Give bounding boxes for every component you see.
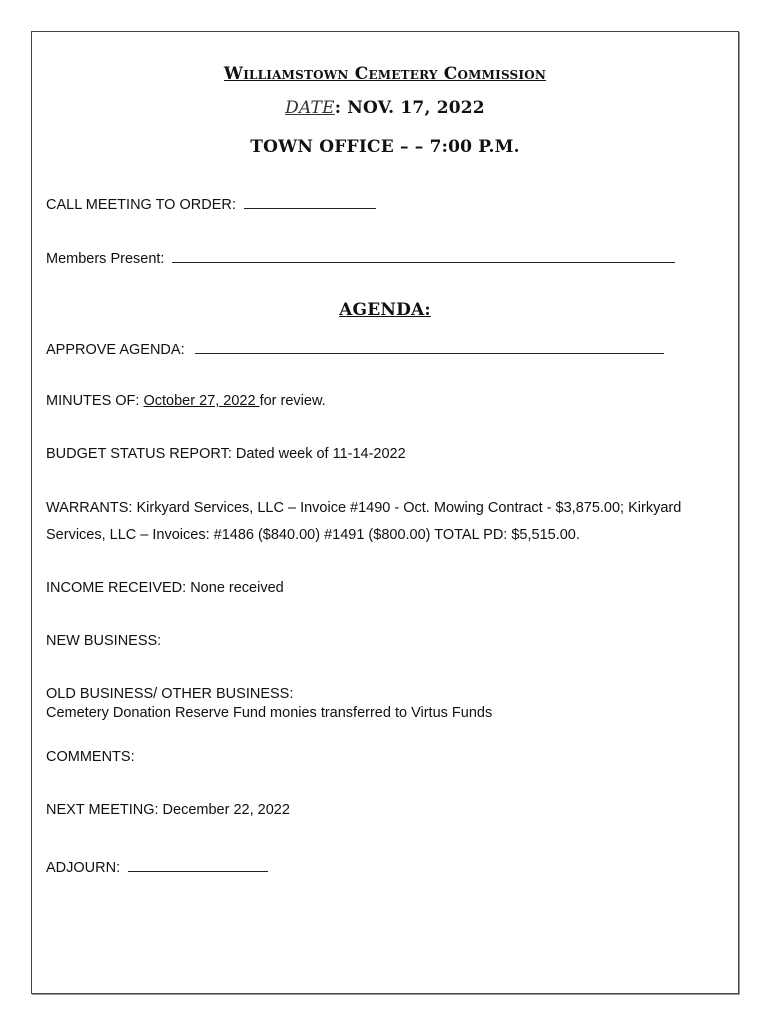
old-business-detail-line [46, 705, 492, 721]
document-page [31, 31, 739, 994]
adjourn-label: ADJOURN: [46, 860, 121, 876]
approve-agenda-line [46, 339, 664, 358]
location-time [32, 137, 738, 157]
warrants-line-1 [46, 500, 681, 516]
old-business-label: OLD BUSINESS/ OTHER BUSINESS: [46, 686, 294, 702]
minutes-line [46, 393, 326, 409]
new-business-line [46, 633, 161, 649]
members-present-blank [172, 248, 675, 263]
warrants-line-2 [46, 527, 580, 543]
location-time-text: TOWN OFFICE – – 7:00 P.M. [250, 137, 520, 157]
old-business-line [46, 686, 293, 702]
budget-line [46, 446, 406, 462]
adjourn-blank [128, 857, 268, 872]
call-to-order-line [46, 194, 376, 213]
minutes-suffix: for review. [259, 393, 326, 409]
call-to-order-label: CALL MEETING TO ORDER: [46, 197, 236, 213]
warrants-text-2: Services, LLC – Invoices: #1486 ($840.00) #1491 ($800.00) TOTAL PD: $5,515.00. [46, 527, 580, 543]
minutes-date: October 27, 2022 [143, 393, 260, 409]
next-meeting-text: NEXT MEETING: December 22, 2022 [46, 802, 290, 818]
org-title [32, 64, 738, 84]
new-business-text: NEW BUSINESS: [46, 633, 162, 649]
old-business-detail: Cemetery Donation Reserve Fund monies transferred to Virtus Funds [46, 705, 493, 721]
date-value: : NOV. 17, 2022 [334, 98, 485, 118]
comments-line [46, 749, 135, 765]
org-title-text: Williamstown Cemetery Commission [223, 64, 547, 84]
income-line [46, 580, 284, 596]
warrants-text-1: WARRANTS: Kirkyard Services, LLC – Invoice #1490 - Oct. Mowing Contract - $3,875.00; Kirkyard [46, 500, 682, 516]
comments-text: COMMENTS: [46, 749, 135, 765]
agenda-heading-text: AGENDA: [339, 300, 431, 320]
call-to-order-blank [244, 194, 376, 209]
budget-text: BUDGET STATUS REPORT: Dated week of 11-14-2022 [46, 446, 406, 462]
income-text: INCOME RECEIVED: None received [46, 580, 284, 596]
approve-agenda-label: APPROVE AGENDA: [46, 342, 185, 358]
approve-agenda-blank [195, 339, 664, 354]
members-present-label: Members Present: [46, 251, 165, 267]
meeting-date [32, 98, 738, 118]
agenda-heading [32, 300, 738, 320]
minutes-label: MINUTES OF: [46, 393, 144, 409]
next-meeting-line [46, 802, 290, 818]
date-label: DATE [285, 98, 335, 118]
adjourn-line [46, 857, 268, 876]
members-present-line [46, 248, 675, 267]
